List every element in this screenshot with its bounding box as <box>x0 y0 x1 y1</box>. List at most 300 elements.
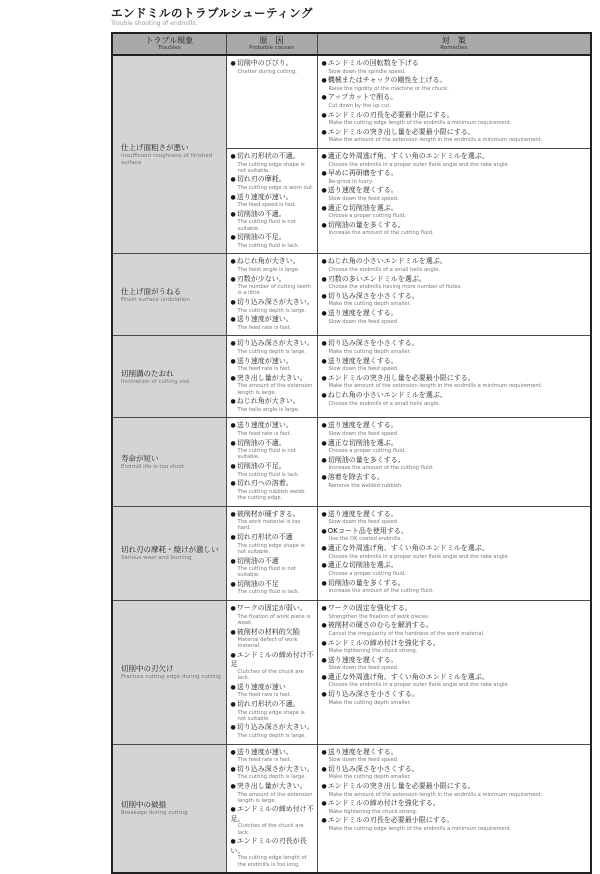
cause-text-en: The cutting fluid is lack. <box>237 471 300 478</box>
trouble-label-en: Inclination of cutting slot <box>121 378 190 385</box>
cause-text-jp: ●ねじれ角が大きい。 <box>230 257 300 266</box>
remedy-text-jp: ●送り速度を遅くする。 <box>321 309 398 318</box>
bullet-icon: ● <box>321 510 327 518</box>
remedy-item <box>322 292 589 308</box>
cause-cell <box>226 149 317 254</box>
bullet-icon: ● <box>321 439 327 447</box>
cause-text-en: The work material is too hard. <box>237 519 301 532</box>
trouble-label-en: Serious wear and burning <box>121 555 192 562</box>
remedy-item <box>322 339 589 355</box>
remedy-text-jp: ●送り速度を遅くする。 <box>321 421 398 430</box>
cause-item <box>231 837 315 867</box>
cause-item <box>231 257 315 273</box>
remedy-text-jp: ●溶着を除去する。 <box>321 473 384 482</box>
table-row <box>112 601 591 745</box>
cause-text-jp: ●ねじれ角が大きい。 <box>230 397 300 406</box>
cause-text-jp: ●切れ刃形状の不適。 <box>230 152 300 161</box>
cause-text-en: The feed rate is fast. <box>237 430 292 437</box>
remedy-text-jp: ●エンドミルの締め付けを強化する。 <box>321 638 440 647</box>
remedy-text-en: Choose the endmills having more number of flutes. <box>328 284 462 291</box>
remedy-item <box>322 782 589 798</box>
trouble-label-jp: 仕上げ面がうねる <box>121 286 181 296</box>
remedy-text-jp: ●切り込み深さを小さくする。 <box>321 690 419 699</box>
remedy-text-en: Increase the amount of the cutting fluid. <box>328 230 434 237</box>
bullet-icon: ● <box>321 656 327 664</box>
cause-text-jp: ●送り速度が速い。 <box>230 356 293 365</box>
bullet-icon: ● <box>230 724 236 732</box>
remedy-text-en: Use the OK coated endmills. <box>328 536 403 543</box>
bullet-icon: ● <box>230 683 236 691</box>
remedy-item <box>322 656 589 672</box>
cause-text-jp: ●切削油の不足。 <box>230 462 286 471</box>
bullet-icon: ● <box>321 221 327 229</box>
remedy-text-en: Make tightening the chuck strong. <box>328 648 418 655</box>
remedy-text-en: Choose the endmills of a small helix angle. <box>328 400 441 407</box>
remedy-item <box>322 510 589 526</box>
bullet-icon: ● <box>321 691 327 699</box>
remedy-text-en: Choose the endmills in a proper outer flank angle and the rake angle. <box>328 553 510 560</box>
remedy-text-jp: ●エンドミルの突き出し量を必要最小限にする。 <box>321 373 475 382</box>
remedy-item <box>322 673 589 689</box>
bullet-icon: ● <box>321 357 327 365</box>
cause-item <box>231 439 315 461</box>
remedy-item <box>322 765 589 781</box>
cause-text-jp: ●切り込み深さが大きい。 <box>230 298 314 307</box>
cause-text-jp: ●切れ刃の摩耗。 <box>230 175 286 184</box>
remedy-item <box>322 257 589 273</box>
remedy-text-jp: ●早めに再研磨をする。 <box>321 169 398 178</box>
remedy-text-jp: ●エンドミルの締め付けを強化する。 <box>321 799 440 808</box>
cause-item <box>231 462 315 478</box>
bullet-icon: ● <box>230 605 236 613</box>
cause-text-jp: ●切り込み深さが大きい。 <box>230 723 314 732</box>
remedy-text-en: Remove the welded rubbish. <box>328 482 403 489</box>
cause-text-jp: ●ワークの固定が弱い。 <box>230 604 307 613</box>
remedy-cell <box>317 336 591 418</box>
remedy-item <box>322 152 589 168</box>
header-causes <box>226 33 317 55</box>
bullet-icon: ● <box>321 800 327 808</box>
remedy-text-en: Slow down the feed speed. <box>328 757 399 764</box>
cause-text-jp: ●切削油の不足 <box>230 579 279 588</box>
bullet-icon: ● <box>230 275 236 283</box>
remedy-item <box>322 621 589 637</box>
bullet-icon: ● <box>321 153 327 161</box>
remedy-text-en: Re-grind in hurry. <box>328 178 374 185</box>
remedy-text-en: Make the amount of the extension length in the endmills a minimum requirement. <box>328 791 543 798</box>
cause-text-en: Chatter during cutting. <box>237 68 297 75</box>
remedy-text-en: Make tightening the chuck strong. <box>328 808 418 815</box>
bullet-icon: ● <box>321 258 327 266</box>
cause-text-jp: ●切り込み深さが大きい。 <box>230 764 314 773</box>
remedy-text-jp: ●切削油の量を多くする。 <box>321 455 405 464</box>
trouble-cell <box>112 744 226 873</box>
bullet-icon: ● <box>230 193 236 201</box>
cause-item <box>231 421 315 437</box>
cause-cell <box>226 336 317 418</box>
table-header-row <box>112 33 591 55</box>
bullet-icon: ● <box>230 557 236 565</box>
cause-item <box>231 700 315 722</box>
bullet-icon: ● <box>321 310 327 318</box>
bullet-icon: ● <box>230 580 236 588</box>
cause-text-en: The cutting fluid is not suitable. <box>237 219 296 232</box>
remedy-item <box>322 391 589 407</box>
remedy-text-jp: ●エンドミルの突き出し量を必要最小限にする。 <box>321 127 475 136</box>
remedy-item <box>322 456 589 472</box>
trouble-cell <box>112 601 226 745</box>
bullet-icon: ● <box>230 234 236 242</box>
remedy-text-jp: ●適正な切削油を選ぶ。 <box>321 561 398 570</box>
bullet-icon: ● <box>230 316 236 324</box>
remedy-item <box>322 186 589 202</box>
trouble-label-en: Fracture cutting edge during cutting <box>121 674 221 681</box>
remedy-item <box>322 579 589 595</box>
trouble-label-jp: 切削中の刃欠け <box>121 664 174 674</box>
cause-text-en: The feed rate is fast. <box>237 692 292 699</box>
remedy-text-jp: ●被削材の硬さのむらを解消する。 <box>321 621 433 630</box>
remedy-cell <box>317 418 591 506</box>
cause-item <box>231 580 315 596</box>
cause-cell <box>226 601 317 745</box>
remedy-text-jp: ●機械またはチャックの剛性を上げる。 <box>321 76 447 85</box>
cause-text-en: The cutting depth is large. <box>237 732 307 739</box>
cause-text-en: The cutting depth is large. <box>237 774 307 781</box>
cause-text-jp: ●切削中のびびり。 <box>230 59 293 67</box>
trouble-label-jp: 切削中の破損 <box>121 800 166 810</box>
cause-item <box>231 557 315 579</box>
remedy-item <box>322 748 589 764</box>
bullet-icon: ● <box>321 474 327 482</box>
remedy-cell <box>317 506 591 600</box>
bullet-icon: ● <box>230 422 236 430</box>
cause-text-en: The amount of the extension length is large. <box>237 383 313 396</box>
remedy-item <box>322 374 589 390</box>
remedy-text-en: Make the cutting depth smaller. <box>328 699 411 706</box>
remedy-item <box>322 690 589 706</box>
cause-text-jp: ●突き出し量が大きい。 <box>230 782 307 791</box>
remedy-cell <box>317 601 591 745</box>
trouble-label-jp: 切れ刃の摩耗・焼けが激しい <box>121 545 219 555</box>
trouble-cell <box>112 506 226 600</box>
bullet-icon: ● <box>321 817 327 825</box>
cause-text-en: Clutches of the chuck are lack. <box>237 668 304 682</box>
table-row <box>112 506 591 600</box>
table-row <box>112 418 591 506</box>
bullet-icon: ● <box>230 258 236 266</box>
bullet-icon: ● <box>230 765 236 773</box>
remedy-text-jp: ●適正な外周逃げ角、すくい角のエンドミルを選ぶ。 <box>321 672 489 681</box>
cause-cell <box>226 55 317 149</box>
remedy-text-en: Choose a proper cutting fluid. <box>328 213 406 220</box>
header-troubles-en: Troubles <box>157 45 181 51</box>
remedy-text-en: Make the cutting edge length of the endmills a minimum requirement. <box>328 825 512 832</box>
header-causes-en: Probable causes <box>249 45 294 51</box>
remedy-text-en: Make the amount of the extension length in the endmills a minimum requirement. <box>328 137 543 144</box>
remedy-text-jp: ●送り速度を遅くする。 <box>321 747 398 756</box>
remedy-item <box>322 473 589 489</box>
bullet-icon: ● <box>321 622 327 630</box>
remedy-item <box>322 799 589 815</box>
cause-item <box>231 782 315 804</box>
bullet-icon: ● <box>321 170 327 178</box>
bullet-icon: ● <box>230 628 236 636</box>
header-troubles-jp: トラブル現象 <box>145 36 194 45</box>
cause-text-en: Material defect of work material. <box>237 637 298 650</box>
cause-text-en: The cutting edge shape is not suitable. <box>237 542 305 555</box>
cause-item <box>231 628 315 650</box>
bullet-icon: ● <box>321 275 327 283</box>
remedy-item <box>322 816 589 832</box>
cause-item <box>231 723 315 739</box>
cause-text-en: The cutting fluid is lack. <box>237 242 300 249</box>
remedy-text-en: Make the amount of the extension length in the endmills a minimum requirement. <box>328 383 543 390</box>
trouble-label-en: Finish surface undulation <box>121 296 190 303</box>
header-troubles <box>112 33 226 55</box>
bullet-icon: ● <box>230 153 236 161</box>
bullet-icon: ● <box>321 77 327 85</box>
bullet-icon: ● <box>230 299 236 307</box>
remedy-cell <box>317 55 591 149</box>
remedy-text-en: Increase the amount of the cutting fluid. <box>328 588 434 594</box>
bullet-icon: ● <box>230 463 236 471</box>
remedy-text-jp: ●エンドミルの刃長を必要最小限にする。 <box>321 816 454 825</box>
remedy-text-en: Make the cutting depth smaller. <box>328 301 411 308</box>
cause-text-jp: ●被削材の材料的欠陥 <box>230 627 300 636</box>
cause-cell <box>226 418 317 506</box>
cause-item <box>231 152 315 174</box>
bullet-icon: ● <box>230 210 236 218</box>
cause-item <box>231 175 315 191</box>
remedy-item <box>322 128 589 144</box>
remedy-text-jp: ●適正な外周逃げ角、すくい角のエンドミルを選ぶ。 <box>321 152 489 161</box>
trouble-label-jp: 切削溝のたおれ <box>121 368 174 378</box>
cause-text-en: The feed rate is fast. <box>237 324 292 331</box>
bullet-icon: ● <box>321 456 327 464</box>
cause-text-jp: ●送り速度が速い。 <box>230 315 293 324</box>
bullet-icon: ● <box>230 374 236 382</box>
trouble-cell <box>112 336 226 418</box>
cause-text-en: The cutting depth is large. <box>237 348 307 355</box>
header-remedies <box>317 33 591 55</box>
trouble-cell <box>112 418 226 506</box>
bullet-icon: ● <box>230 340 236 348</box>
remedy-item <box>322 561 589 577</box>
remedy-item <box>322 204 589 220</box>
bullet-icon: ● <box>230 176 236 184</box>
trouble-label-jp: 寿命が短い <box>121 453 159 463</box>
cause-text-en: The fixation of work piece is weak. <box>237 613 311 626</box>
bullet-icon: ● <box>230 838 236 846</box>
cause-item <box>231 233 315 249</box>
remedy-item <box>322 93 589 109</box>
remedy-item <box>322 309 589 325</box>
remedy-text-en: Increase the amount of the cutting fluid. <box>328 465 434 472</box>
header-causes-jp: 原 因 <box>259 36 284 45</box>
bullet-icon: ● <box>321 292 327 300</box>
cause-text-jp: ●切削油の不適 <box>230 556 279 565</box>
cause-text-jp: ●被削材が硬すぎる。 <box>230 509 300 518</box>
bullet-icon: ● <box>321 187 327 195</box>
remedy-cell <box>317 149 591 254</box>
cause-item <box>231 374 315 396</box>
remedy-text-en: Choose a proper cutting fluid. <box>328 570 406 577</box>
remedy-text-jp: ●送り速度を遅くする。 <box>321 655 398 664</box>
remedy-item <box>322 527 589 543</box>
cause-text-jp: ●エンドミルの締め付け不足 <box>230 650 314 669</box>
trouble-label-en: Insufficient roughness of finished surface <box>121 153 213 166</box>
cause-item <box>231 479 315 501</box>
cause-item <box>231 748 315 764</box>
remedy-item <box>322 59 589 75</box>
remedy-text-jp: ●エンドミルの突き出し量を必要最小限にする。 <box>321 782 475 791</box>
cause-text-en: The helix angle is large. <box>237 406 300 413</box>
cause-text-jp: ●切り込み深さが大きい。 <box>230 339 314 348</box>
cause-text-en: Clutches of the chuck are lack. <box>237 823 304 836</box>
bullet-icon: ● <box>230 748 236 756</box>
remedy-text-jp: ●送り速度を遅くする。 <box>321 356 398 365</box>
table-row <box>112 744 591 873</box>
cause-cell <box>226 254 317 336</box>
remedy-text-en: Choose a proper cutting fluid. <box>328 448 406 455</box>
cause-cell <box>226 744 317 873</box>
cause-text-jp: ●送り速度が速い <box>230 682 286 691</box>
bullet-icon: ● <box>230 651 236 659</box>
remedy-item <box>322 111 589 127</box>
header-remedies-jp: 対 策 <box>441 36 466 45</box>
cause-item <box>231 397 315 413</box>
remedy-cell <box>317 254 591 336</box>
bullet-icon: ● <box>230 701 236 709</box>
page-content <box>111 7 591 874</box>
remedy-text-en: Slow down the feed speed. <box>328 366 399 373</box>
bullet-icon: ● <box>230 534 236 542</box>
cause-text-en: The cutting edge shape is not suitable. <box>237 161 305 174</box>
cause-item <box>231 193 315 209</box>
cause-item <box>231 805 315 835</box>
cause-text-en: The cutting edge length of the endmills is too long. <box>237 855 307 868</box>
bullet-icon: ● <box>321 128 327 136</box>
remedy-text-en: Make the cutting edge length of the endmills a minimum requirement. <box>328 120 512 127</box>
trouble-label-en: Breakage during cutting <box>121 810 188 817</box>
bullet-icon: ● <box>230 357 236 365</box>
cause-item <box>231 357 315 373</box>
bullet-icon: ● <box>321 422 327 430</box>
cause-text-en: The cutting fluid is not suitable. <box>237 566 296 579</box>
bullet-icon: ● <box>230 398 236 406</box>
remedy-text-en: Slow down the spindle speed. <box>328 68 406 75</box>
bullet-icon: ● <box>321 639 327 647</box>
bullet-icon: ● <box>321 783 327 791</box>
remedy-text-jp: ●切り込み深さを小さくする。 <box>321 764 419 773</box>
remedy-text-en: Cancel the irregularity of the hardness of the work material. <box>328 630 485 637</box>
remedy-item <box>322 76 589 92</box>
trouble-cell <box>112 254 226 336</box>
remedy-item <box>322 544 589 560</box>
bullet-icon: ● <box>321 605 327 613</box>
remedy-text-jp: ●刃数の多いエンドミルを選ぶ。 <box>321 274 426 283</box>
remedy-text-jp: ●ねじれ角の小さいエンドミルを選ぶ。 <box>321 391 447 400</box>
cause-cell <box>226 506 317 600</box>
remedy-text-en: Choose the endmills of a small helix angle. <box>328 266 441 273</box>
bullet-icon: ● <box>321 673 327 681</box>
bullet-icon: ● <box>230 806 236 814</box>
cause-text-jp: ●切削油の不適。 <box>230 209 286 218</box>
remedy-text-en: Slow down the feed speed. <box>328 430 399 437</box>
cause-text-en: The cutting fluid is lack. <box>237 589 300 596</box>
bullet-icon: ● <box>321 765 327 773</box>
remedy-text-en: Strengthen the fixation of work pieces. <box>328 613 430 620</box>
bullet-icon: ● <box>321 392 327 400</box>
remedy-text-jp: ●ワークの固定を強化する。 <box>321 604 412 613</box>
cause-item <box>231 210 315 232</box>
cause-item <box>231 275 315 297</box>
cause-text-jp: ●送り速度が速い。 <box>230 421 293 430</box>
remedy-text-jp: ●切り込み深さを小さくする。 <box>321 291 419 300</box>
table-row <box>112 254 591 336</box>
trouble-label-en: Endmill life is too short <box>121 463 185 470</box>
cause-text-jp: ●送り速度が速い。 <box>230 747 293 756</box>
remedy-text-en: Make the cutting depth smaller. <box>328 774 411 781</box>
cause-text-en: The cutting edge shape is not suitable. <box>237 709 305 722</box>
cause-text-en: The feed speed is fast. <box>237 202 297 209</box>
cause-item <box>231 651 315 681</box>
bullet-icon: ● <box>230 60 236 67</box>
cause-text-jp: ●切れ刃形状の不適。 <box>230 700 300 709</box>
bullet-icon: ● <box>321 562 327 570</box>
remedy-cell <box>317 744 591 873</box>
cause-text-jp: ●刃数が少ない。 <box>230 274 286 283</box>
cause-text-jp: ●切削油の不足。 <box>230 233 286 242</box>
remedy-text-en: Slow down the feed speed. <box>328 665 399 672</box>
cause-text-en: The amount of the extension length is large. <box>237 791 313 804</box>
table-row <box>112 336 591 418</box>
cause-text-jp: ●エンドミルの刃長が長い。 <box>230 837 307 855</box>
cause-text-en: The feed rate is fast. <box>237 366 292 373</box>
trouble-cell <box>112 55 226 254</box>
remedy-text-en: Choose the endmills in a proper outer flank angle and the rake angle. <box>328 682 510 689</box>
remedy-text-en: Slow down the feed speed. <box>328 519 399 526</box>
bullet-icon: ● <box>321 340 327 348</box>
remedy-text-jp: ●送り速度を遅くする。 <box>321 186 398 195</box>
remedy-item <box>322 357 589 373</box>
remedy-text-jp: ●OKコート品を使用する。 <box>321 526 408 535</box>
remedy-item <box>322 221 589 237</box>
bullet-icon: ● <box>321 94 327 102</box>
remedy-item <box>322 639 589 655</box>
cause-item <box>231 339 315 355</box>
cause-text-en: The cutting fluid is not suitable. <box>237 448 296 461</box>
troubleshooting-table <box>111 32 592 874</box>
remedy-text-jp: ●アップカットで削る。 <box>321 93 398 102</box>
cause-text-jp: ●切れ刃への溶着。 <box>230 479 293 488</box>
cause-text-en: The cutting depth is large. <box>237 307 307 314</box>
remedy-item <box>322 275 589 291</box>
cause-item <box>231 510 315 532</box>
remedy-text-en: Slow down the feed speed. <box>328 318 399 325</box>
remedy-text-en: Make the cutting depth smaller. <box>328 348 411 355</box>
remedy-text-jp: ●適正な切削油を選ぶ。 <box>321 438 398 447</box>
header-remedies-en: Remedies <box>440 45 468 51</box>
bullet-icon: ● <box>321 111 327 119</box>
bullet-icon: ● <box>230 439 236 447</box>
cause-item <box>231 765 315 781</box>
remedy-text-jp: ●適正な切削油を選ぶ。 <box>321 203 398 212</box>
remedy-text-jp: ●ねじれ角の小さいエンドミルを選ぶ。 <box>321 257 447 266</box>
page-title: エンドミルのトラブルシューティング <box>111 6 313 20</box>
remedy-text-jp: ●切削油の量を多くする。 <box>321 578 405 587</box>
bullet-icon: ● <box>230 510 236 518</box>
